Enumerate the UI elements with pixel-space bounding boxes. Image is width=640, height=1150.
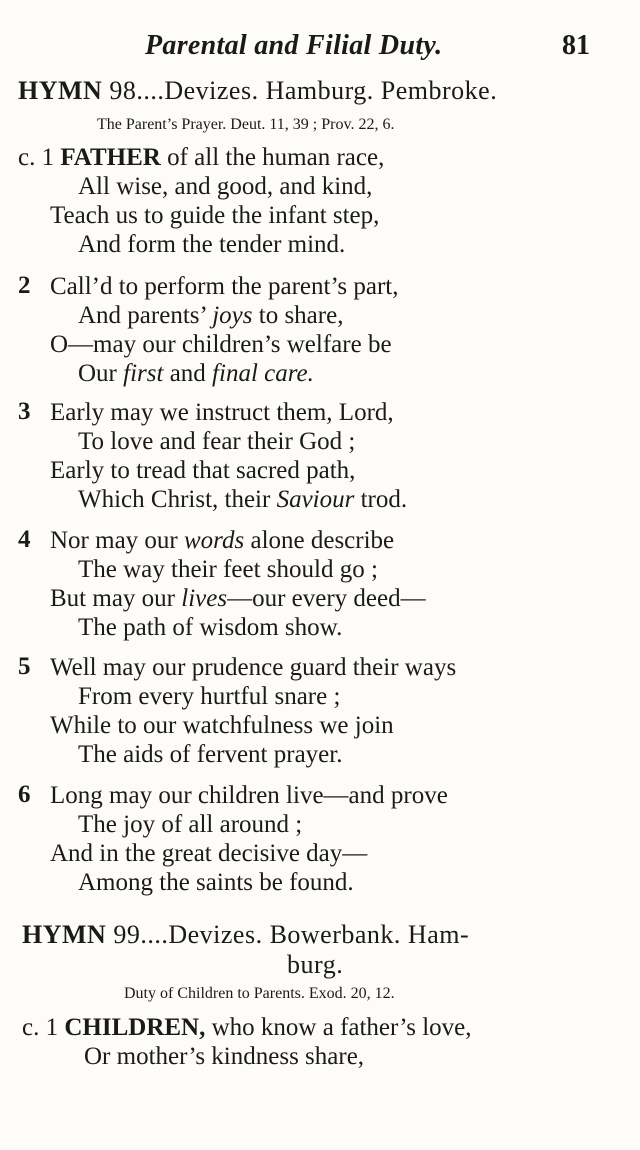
verse-line: Among the saints be found. (78, 869, 354, 896)
verse-line (50, 584, 426, 613)
verse-text: —our every deed— (227, 585, 426, 612)
verse-line: And form the tender mind. (78, 231, 346, 258)
verse-line: All wise, and good, and kind, (78, 173, 373, 200)
verse-emphasis: joys (212, 302, 253, 329)
verse-line: The path of wisdom show. (78, 614, 343, 641)
verse-line: Call’d to perform the parent’s part, (50, 273, 399, 300)
first-word: CHILDREN, (64, 1014, 206, 1041)
verse-text: And parents’ (78, 302, 213, 329)
hymn-tunes: Devizes. Bowerbank. Ham- (168, 920, 470, 949)
hymn-label: HYMN (18, 76, 103, 105)
verse-line: O—may our children’s welfare be (50, 331, 392, 358)
verse-line: Well may our prudence guard their ways (50, 654, 457, 681)
verse-line: The joy of all around ; (78, 811, 303, 838)
verse-line (78, 359, 314, 388)
verse-emphasis: lives (181, 585, 228, 612)
hymn-tunes: Devizes. Hamburg. Pembroke. (164, 76, 498, 105)
verse-text: Nor may our (50, 527, 184, 554)
verse-line: While to our watchfulness we join (50, 712, 394, 739)
verse-line (78, 301, 343, 330)
hymn-number: 99.... (113, 920, 169, 949)
verse-text: of all the human race, (160, 144, 385, 171)
verse-line (22, 1013, 472, 1042)
verse-line (18, 143, 384, 172)
verse-line: From every hurtful snare ; (78, 683, 341, 710)
verse-emphasis: Saviour (276, 486, 355, 513)
stanza-number: 4 (18, 526, 31, 553)
hymn-99-subtitle: Duty of Children to Parents. Exod. 20, 12. (124, 985, 395, 1002)
meter-label: c. 1 (22, 1014, 59, 1041)
stanza-number: 2 (18, 272, 31, 299)
hymn-98-heading (18, 76, 598, 106)
verse-line: Or mother’s kindness share, (84, 1043, 365, 1070)
hymn-99-heading-continued: burg. (287, 950, 344, 979)
verse-line: The aids of fervent prayer. (78, 741, 343, 768)
verse-line: The way their feet should go ; (78, 556, 378, 583)
verse-line (78, 485, 407, 514)
verse-text: Our (78, 360, 124, 387)
verse-text: But may our (50, 585, 182, 612)
hymn-99-heading (22, 920, 602, 950)
hymn-98-subtitle: The Parent’s Prayer. Deut. 11, 39 ; Prov. 22, 6. (97, 116, 395, 133)
verse-line: And in the great decisive day— (50, 840, 368, 867)
verse-text: Which Christ, their (78, 486, 277, 513)
verse-text: and (163, 360, 213, 387)
running-head (0, 30, 640, 70)
hymn-number: 98.... (109, 76, 165, 105)
verse-emphasis: words (184, 527, 245, 554)
verse-text: to share, (252, 302, 344, 329)
verse-line: Early to tread that sacred path, (50, 457, 356, 484)
running-title: Parental and Filial Duty. (145, 30, 443, 61)
page-number: 81 (562, 30, 590, 61)
stanza-number: 3 (18, 398, 31, 425)
verse-text: trod. (354, 486, 408, 513)
verse-line: Early may we instruct them, Lord, (50, 399, 394, 426)
verse-line: Teach us to guide the infant step, (50, 202, 380, 229)
verse-emphasis: first (123, 360, 164, 387)
verse-text: alone describe (244, 527, 395, 554)
verse-text: who know a father’s love, (205, 1014, 472, 1041)
verse-line: Long may our children live—and prove (50, 782, 448, 809)
first-word: FATHER (60, 144, 161, 171)
verse-line: To love and fear their God ; (78, 428, 356, 455)
verse-emphasis: final care. (212, 360, 314, 387)
stanza-number: 6 (18, 781, 31, 808)
meter-label: c. 1 (18, 144, 55, 171)
verse-line (50, 526, 394, 555)
hymn-label: HYMN (22, 920, 107, 949)
stanza-number: 5 (18, 653, 31, 680)
